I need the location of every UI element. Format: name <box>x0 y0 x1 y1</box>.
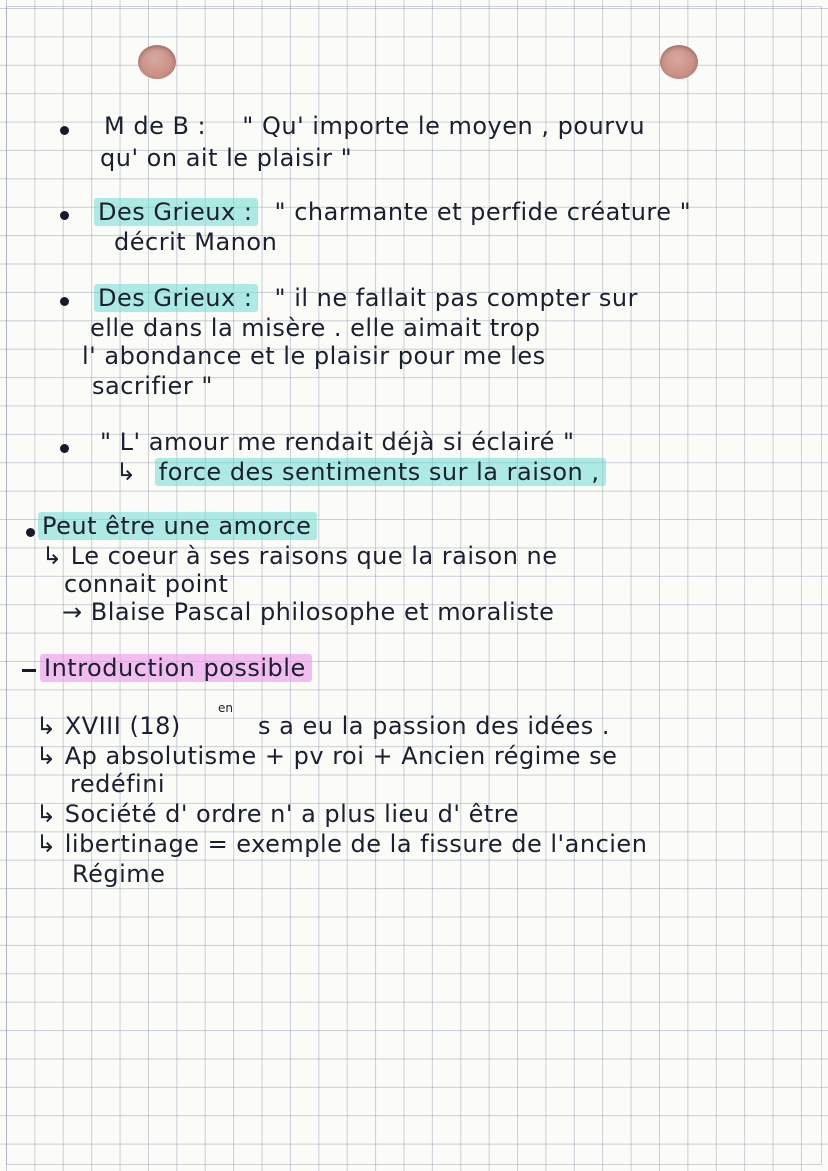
highlight-heading: Introduction possible <box>40 654 312 682</box>
arrow-icon: ↳ <box>116 458 137 486</box>
speaker-label: M de B : <box>104 112 207 140</box>
bullet-3 <box>60 297 69 306</box>
highlight-text: Peut être une amorce <box>38 512 317 540</box>
note-line: ↳ XVIII (18) <box>36 712 181 740</box>
note-line: elle dans la misère . elle aimait trop <box>90 314 541 342</box>
quote-text: " charmante et perfide créature " <box>274 198 692 226</box>
quote-text: " il ne fallait pas compter sur <box>274 284 639 312</box>
punch-hole-left <box>138 45 176 79</box>
dash-marker <box>22 669 36 672</box>
note-line <box>116 458 606 486</box>
note-line: qu' on ait le plaisir " <box>100 144 353 172</box>
note-line: ↳ libertinage = exemple de la fissure de l'ancien <box>36 830 648 858</box>
punch-hole-right <box>660 45 698 79</box>
note-line: → Blaise Pascal philosophe et moraliste <box>62 598 555 626</box>
note-line: sacrifier " <box>92 372 213 400</box>
section-heading <box>40 654 312 682</box>
superscript: en <box>218 701 233 715</box>
bullet-5 <box>26 528 35 537</box>
note-line: Régime <box>72 860 166 888</box>
note-line: redéfini <box>70 770 166 798</box>
bullet-2 <box>60 211 69 220</box>
bullet-1 <box>60 126 69 135</box>
note-line: ↳ Ap absolutisme + pv roi + Ancien régime se <box>36 742 618 770</box>
highlight-speaker: Des Grieux : <box>94 284 258 312</box>
note-line <box>38 512 317 540</box>
highlight-speaker: Des Grieux : <box>94 198 258 226</box>
quote-text: " Qu' importe le moyen , pourvu <box>242 112 646 140</box>
note-line: " L' amour me rendait déjà si éclairé " <box>100 428 575 456</box>
bullet-4 <box>60 444 69 453</box>
note-line <box>104 112 645 140</box>
note-line <box>94 284 638 312</box>
note-line: s a eu la passion des idées . <box>258 712 611 740</box>
note-line: ↳ Société d' ordre n' a plus lieu d' être <box>36 800 519 828</box>
note-line <box>94 198 691 226</box>
highlight-text: force des sentiments sur la raison , <box>155 458 606 486</box>
note-line: ↳ Le coeur à ses raisons que la raison ne <box>42 542 558 570</box>
note-line: connait point <box>64 570 229 598</box>
note-line: décrit Manon <box>114 228 278 256</box>
note-line: l' abondance et le plaisir pour me les <box>82 342 546 370</box>
